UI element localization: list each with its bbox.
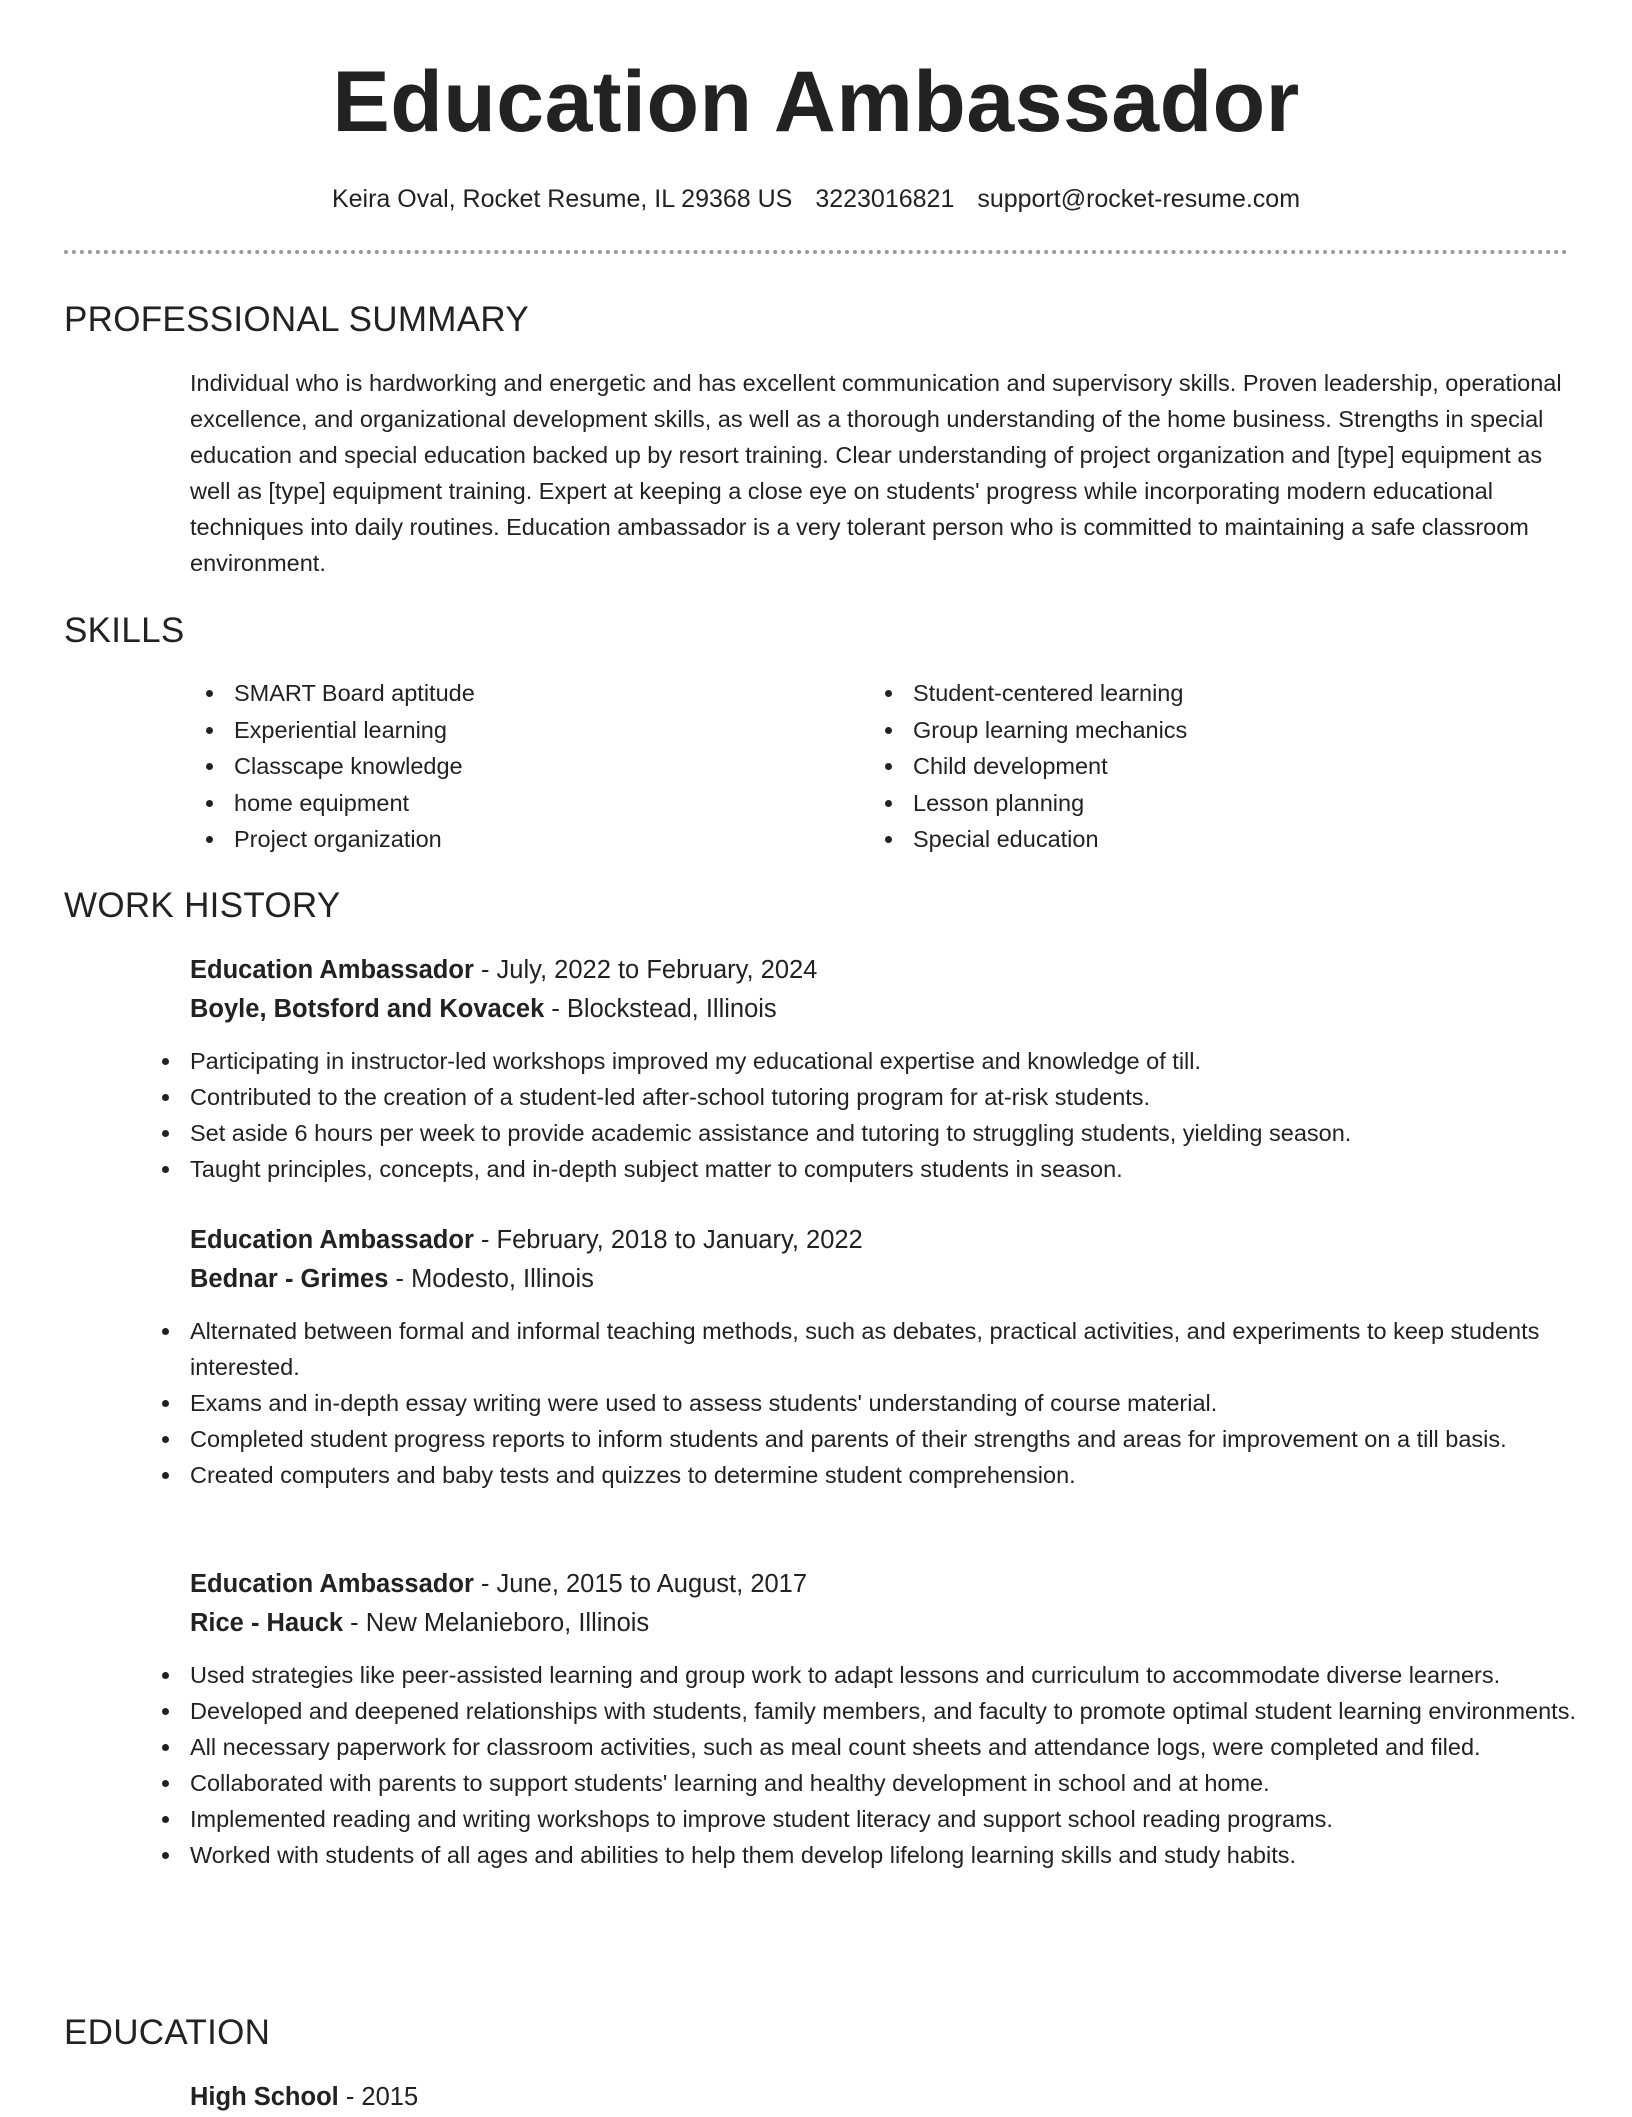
skills-heading: SKILLS bbox=[64, 611, 185, 650]
skill-item: home equipment bbox=[190, 785, 810, 822]
job-title-line bbox=[190, 1565, 1570, 1604]
skill-item: Student-centered learning bbox=[869, 675, 1489, 712]
education-degree: High School bbox=[190, 2083, 339, 2111]
job-bullet: Participating in instructor-led workshops improved my educational expertise and knowledge of till. bbox=[146, 1043, 1580, 1079]
job-location: - Blockstead, Illinois bbox=[544, 995, 777, 1023]
job-bullet: Completed student progress reports to inform students and parents of their strengths and areas for improvement on a till basis. bbox=[146, 1421, 1580, 1457]
contact-phone: 3223016821 bbox=[815, 185, 955, 213]
job-company-line bbox=[190, 1260, 1570, 1299]
job-company-line bbox=[190, 1604, 1570, 1643]
job-bullets bbox=[146, 1043, 1580, 1187]
resume-title: Education Ambassador bbox=[332, 54, 1300, 150]
job-location: - Modesto, Illinois bbox=[388, 1265, 594, 1293]
job-location: - New Melanieboro, Illinois bbox=[343, 1609, 650, 1637]
job-bullet: Developed and deepened relationships with students, family members, and faculty to promote optimal student learning environments. bbox=[146, 1693, 1580, 1729]
job-dates: - June, 2015 to August, 2017 bbox=[473, 1570, 808, 1598]
skills-list-left bbox=[190, 675, 810, 858]
header-divider bbox=[64, 250, 1568, 254]
job-bullets bbox=[146, 1313, 1580, 1493]
job-bullet: Set aside 6 hours per week to provide academic assistance and tutoring to struggling students, yielding season. bbox=[146, 1115, 1580, 1151]
job-bullet: Alternated between formal and informal teaching methods, such as debates, practical activities, and experiments to keep students interested. bbox=[146, 1313, 1580, 1385]
job-entry bbox=[190, 951, 1570, 1187]
job-bullet: Taught principles, concepts, and in-depth subject matter to computers students in season. bbox=[146, 1151, 1580, 1187]
job-title-line bbox=[190, 1221, 1570, 1260]
summary-text: Individual who is hardworking and energetic and has excellent communication and supervisory skills. Proven leadership, operational excellence, and organizational development skills, as well as a thorough understanding of the home business. Strengths in special education and special education backed up by resort training. Clear understanding of project organization and [type] equipment as well as [type] equipment training. Expert at keeping a close eye on students' progress while incorporating modern educational techniques into daily routines. Education ambassador is a very tolerant person who is committed to maintaining a safe classroom environment. bbox=[190, 370, 1562, 576]
job-bullet: Created computers and baby tests and quizzes to determine student comprehension. bbox=[146, 1457, 1580, 1493]
job-entry bbox=[190, 1221, 1570, 1493]
skills-list-right bbox=[869, 675, 1489, 858]
summary-heading: PROFESSIONAL SUMMARY bbox=[64, 300, 529, 339]
skill-item: Classcape knowledge bbox=[190, 748, 810, 785]
job-company-line bbox=[190, 990, 1570, 1029]
job-bullet: Worked with students of all ages and abilities to help them develop lifelong learning skills and study habits. bbox=[146, 1837, 1580, 1873]
skill-item: Group learning mechanics bbox=[869, 712, 1489, 749]
skill-item: SMART Board aptitude bbox=[190, 675, 810, 712]
job-title: Education Ambassador bbox=[190, 1570, 474, 1598]
contact-line bbox=[0, 182, 1632, 216]
job-bullet: Exams and in-depth essay writing were used to assess students' understanding of course material. bbox=[146, 1385, 1580, 1421]
skill-item: Special education bbox=[869, 821, 1489, 858]
job-title: Education Ambassador bbox=[190, 956, 474, 984]
job-bullet: Used strategies like peer-assisted learning and group work to adapt lessons and curriculum to accommodate diverse learners. bbox=[146, 1657, 1580, 1693]
skill-item: Project organization bbox=[190, 821, 810, 858]
contact-email: support@rocket-resume.com bbox=[977, 185, 1301, 213]
job-company: Bednar - Grimes bbox=[190, 1265, 389, 1293]
skill-item: Lesson planning bbox=[869, 785, 1489, 822]
education-heading: EDUCATION bbox=[64, 2013, 271, 2052]
job-company: Boyle, Botsford and Kovacek bbox=[190, 995, 545, 1023]
skill-item: Experiential learning bbox=[190, 712, 810, 749]
job-company: Rice - Hauck bbox=[190, 1609, 344, 1637]
education-year: - 2015 bbox=[338, 2083, 419, 2111]
work-history-heading: WORK HISTORY bbox=[64, 886, 341, 925]
job-title: Education Ambassador bbox=[190, 1226, 474, 1254]
skill-item: Child development bbox=[869, 748, 1489, 785]
job-entry bbox=[190, 1565, 1576, 1873]
contact-address: Keira Oval, Rocket Resume, IL 29368 US bbox=[331, 185, 793, 213]
job-dates: - July, 2022 to February, 2024 bbox=[473, 956, 818, 984]
job-bullet: All necessary paperwork for classroom activities, such as meal count sheets and attendance logs, were completed and filed. bbox=[146, 1729, 1580, 1765]
job-bullets bbox=[146, 1657, 1580, 1873]
job-bullet: Implemented reading and writing workshops to improve student literacy and support school reading programs. bbox=[146, 1801, 1580, 1837]
job-dates: - February, 2018 to January, 2022 bbox=[473, 1226, 863, 1254]
job-title-line bbox=[190, 951, 1570, 990]
job-bullet: Collaborated with parents to support students' learning and healthy development in school and at home. bbox=[146, 1765, 1580, 1801]
education-entry bbox=[190, 2078, 418, 2117]
job-bullet: Contributed to the creation of a student-led after-school tutoring program for at-risk students. bbox=[146, 1079, 1580, 1115]
